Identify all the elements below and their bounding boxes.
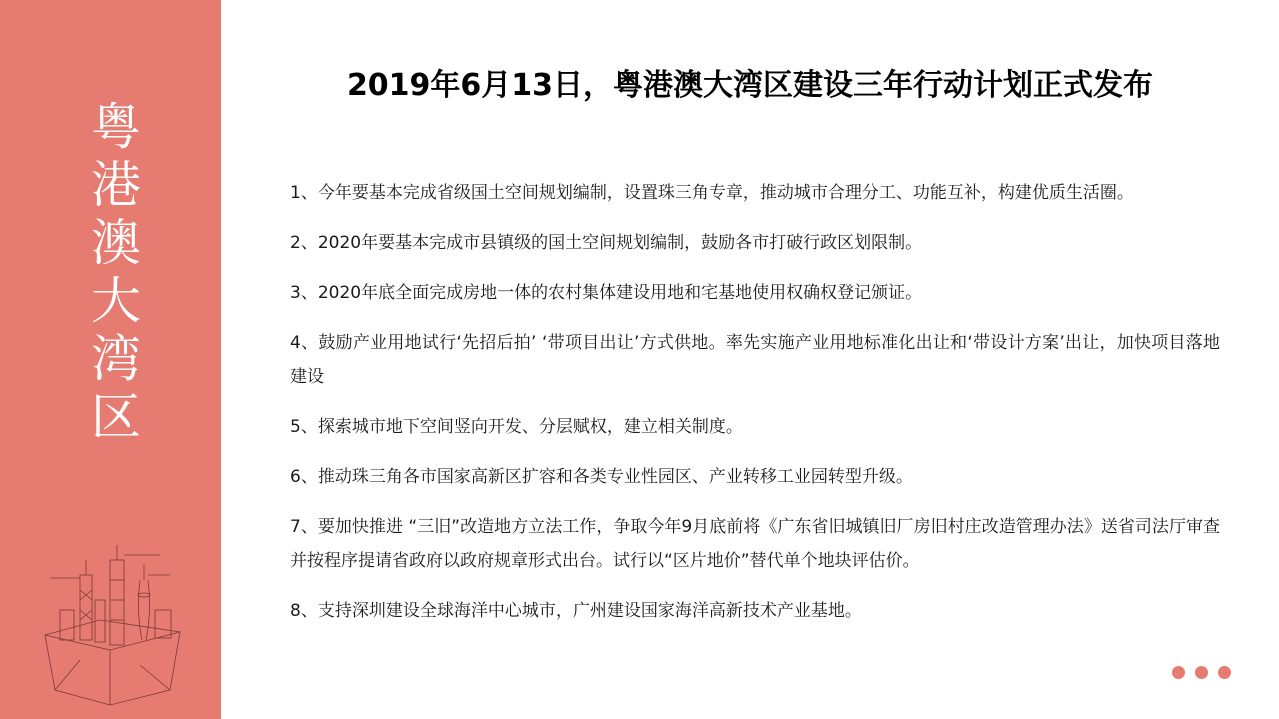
vertical-title-char: 区 — [91, 388, 141, 446]
list-item: 4、鼓励产业用地试行‘先招后拍’ ‘带项目出让’方式供地。率先实施产业用地标准化出让和‘带设计方案’出让，加快项目落地建设 — [290, 333, 1220, 387]
list-item: 5、探索城市地下空间竖向开发、分层赋权，建立相关制度。 — [290, 417, 743, 437]
sidebar-panel — [0, 0, 221, 719]
page-dot — [1218, 666, 1231, 679]
vertical-title-char: 湾 — [91, 330, 141, 388]
page-dot — [1195, 666, 1208, 679]
vertical-title-char: 粤 — [91, 98, 141, 156]
vertical-title-char: 澳 — [91, 214, 141, 272]
content-list — [290, 176, 1220, 644]
list-item: 7、要加快推进 “三旧”改造地方立法工作，争取今年9月底前将《广东省旧城镇旧厂房旧村庄改造管理办法》送省司法厅审查并按程序提请省政府以政府规章形式出台。试行以“区片地价”替代单个地块评估价。 — [290, 517, 1220, 571]
page-indicator — [1172, 666, 1231, 679]
list-item: 2、2020年要基本完成市县镇级的国土空间规划编制，鼓励各市打破行政区划限制。 — [290, 233, 923, 253]
vertical-title-char: 大 — [91, 272, 141, 330]
city-skyline-illustration — [40, 540, 190, 710]
vertical-title-char: 港 — [91, 156, 141, 214]
list-item: 8、支持深圳建设全球海洋中心城市，广州建设国家海洋高新技术产业基地。 — [290, 601, 862, 621]
list-item: 3、2020年底全面完成房地一体的农村集体建设用地和宅基地使用权确权登记颁证。 — [290, 283, 923, 303]
list-item: 1、今年要基本完成省级国土空间规划编制，设置珠三角专章，推动城市合理分工、功能互补，构建优质生活圈。 — [290, 183, 1134, 203]
list-item: 6、推动珠三角各市国家高新区扩容和各类专业性园区、产业转移工业园转型升级。 — [290, 467, 913, 487]
vertical-title — [80, 98, 152, 446]
page-dot — [1172, 666, 1185, 679]
page-title: 2019年6月13日，粤港澳大湾区建设三年行动计划正式发布 — [346, 68, 1154, 103]
